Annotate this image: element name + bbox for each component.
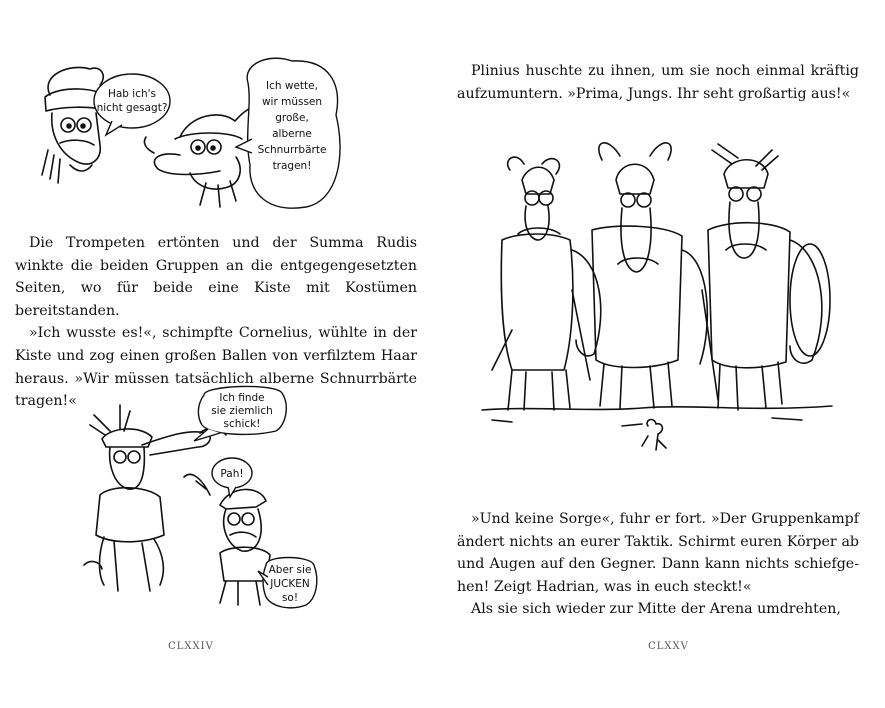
bubble-1-line-2: nicht gesagt? [96, 102, 168, 114]
right-top-text [457, 60, 859, 105]
paragraph: Als sie sich wieder zur Mitte der Arena umdrehten, [471, 601, 841, 618]
illustration-three-warriors [472, 140, 852, 470]
speech-bubble-5 [258, 558, 317, 608]
bubble-5-line-1: Aber sie [268, 564, 312, 576]
speech-bubble-4 [212, 458, 252, 497]
paragraph: »Und keine Sorge«, fuhr er fort. »Der Gruppenkampf ändert nichts an eurer Taktik. Schirmt euren Körper ab und Augen auf den Gegner. Dann kann nichts schiefge-hen! Zeigt Hadrian, was in euch steckt!« [457, 511, 859, 595]
bubble-5-line-2: JUCKEN [270, 578, 310, 590]
speech-bubble-1 [94, 74, 170, 135]
page-number: CLXXIV [168, 641, 214, 652]
bubble-4-text: Pah! [220, 468, 244, 480]
bubble-3-line-3: schick! [223, 418, 261, 430]
bubble-5-line-3: so! [281, 592, 299, 604]
right-bottom-text [457, 508, 859, 621]
illustration-bottom-left [80, 385, 320, 615]
bubble-3-line-2: sie ziemlich [211, 405, 273, 417]
speech-bubble-3 [194, 386, 286, 441]
bubble-1-line-1: Hab ich's [107, 88, 157, 100]
left-page [0, 0, 442, 708]
bubble-2-line-2: wir müssen [261, 96, 323, 108]
bubble-2-line-4: alberne [272, 128, 312, 140]
paragraph: Die Trompeten ertönten und der Summa Rudis winkte die beiden Gruppen an die entgegengesetzten Seiten, wo für beide eine Kiste mit Kostümen bereitstanden. [15, 235, 417, 319]
right-page [442, 0, 885, 708]
illustration-top-left [30, 55, 370, 215]
page-number: CLXXV [648, 641, 689, 652]
paragraph: »Ich wusste es!«, schimpfte Cornelius, wühlte in der Kiste und zog einen großen Ballen von verfilztem Haar heraus. »Wir müssen tatsächlich alberne Schnurrbärte tragen!« [15, 325, 417, 410]
paragraph: Plinius huschte zu ihnen, um sie noch einmal kräftig aufzumuntern. »Prima, Jungs. Ihr seht großartig aus!« [457, 63, 859, 102]
bubble-3-line-1: Ich finde [219, 392, 265, 404]
speech-bubble-2 [236, 58, 340, 208]
bubble-2-line-1: Ich wette, [266, 80, 318, 92]
bubble-2-line-6: tragen! [272, 160, 312, 172]
bubble-2-line-3: große, [275, 112, 309, 124]
bubble-2-line-5: Schnurrbärte [257, 144, 327, 156]
